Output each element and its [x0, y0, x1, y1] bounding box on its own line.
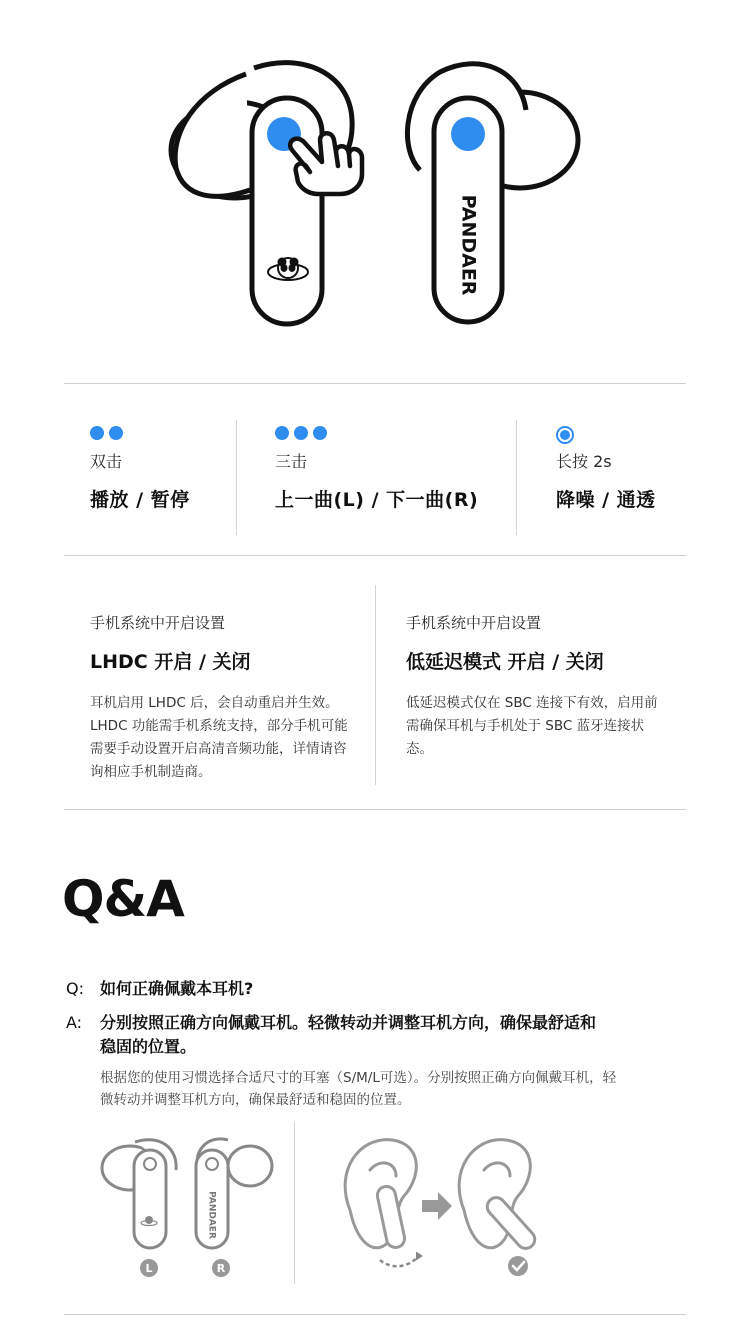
hero-earbuds-illustration [0, 0, 750, 360]
setting-low-latency [406, 612, 666, 761]
gesture-double-tap [90, 425, 230, 512]
ear-wearing-illustration [330, 1130, 560, 1280]
answer-cont [100, 1034, 686, 1060]
svg-text:R: R [216, 1262, 226, 1275]
gesture-action: 上一曲(L) / 下一曲(R) [275, 489, 479, 511]
a-prefix: A: [66, 1013, 83, 1032]
divider [64, 1314, 686, 1315]
earbuds-lr-illustration [90, 1130, 290, 1290]
gesture-label: 双击 [90, 452, 123, 471]
question [66, 976, 686, 1002]
divider [516, 420, 517, 535]
long-press-icon [556, 425, 706, 444]
right-touch-dot [451, 117, 485, 151]
divider [64, 383, 686, 384]
answer [66, 1010, 686, 1036]
q-prefix: Q: [66, 979, 84, 998]
gesture-action: 降噪 / 通透 [556, 489, 656, 511]
answer-line-2: 稳固的位置。 [100, 1037, 197, 1056]
divider [64, 809, 686, 810]
svg-text:L: L [145, 1262, 153, 1275]
gesture-triple-tap [275, 425, 505, 512]
divider [375, 585, 376, 785]
setting-caption: 手机系统中开启设置 [90, 614, 226, 632]
setting-description: 耳机启用 LHDC 后，会自动重启并生效。LHDC 功能需手机系统支持，部分手机可能需要手动设置开启高清音频功能，详情请咨询相应手机制造商。 [90, 695, 348, 780]
gesture-label: 长按 2s [556, 452, 612, 471]
triple-tap-dots [275, 425, 505, 442]
right-earbud [407, 64, 578, 322]
setting-lhdc [90, 612, 355, 784]
setting-title: LHDC 开启 / 关闭 [90, 651, 251, 673]
right-earbud-brand: PANDAER [457, 194, 480, 296]
check-icon [508, 1256, 528, 1276]
small-brand-text: PANDAER [206, 1191, 217, 1239]
divider [236, 420, 237, 535]
gesture-label: 三击 [275, 452, 308, 471]
divider [64, 555, 686, 556]
detail-line-1: 根据您的使用习惯选择合适尺寸的耳塞（S/M/L可选）。分别按照正确方向佩戴耳机，轻 [100, 1070, 617, 1086]
divider [294, 1122, 295, 1284]
setting-description: 低延迟模式仅在 SBC 连接下有效，启用前需确保耳机与手机处于 SBC 蓝牙连接状态。 [406, 695, 658, 757]
double-tap-dots [90, 425, 230, 442]
detail-line-2: 微转动并调整耳机方向，确保最舒适和稳固的位置。 [100, 1092, 411, 1108]
setting-caption: 手机系统中开启设置 [406, 614, 542, 632]
answer-detail [100, 1067, 696, 1111]
arrow-right-icon [422, 1192, 452, 1220]
setting-title: 低延迟模式 开启 / 关闭 [406, 651, 604, 673]
qa-heading: Q&A [62, 870, 184, 928]
answer-line-1: 分别按照正确方向佩戴耳机。轻微转动并调整耳机方向，确保最舒适和 [100, 1013, 597, 1032]
gesture-action: 播放 / 暂停 [90, 489, 190, 511]
gesture-long-press [556, 425, 706, 512]
question-text: 如何正确佩戴本耳机? [100, 979, 254, 998]
